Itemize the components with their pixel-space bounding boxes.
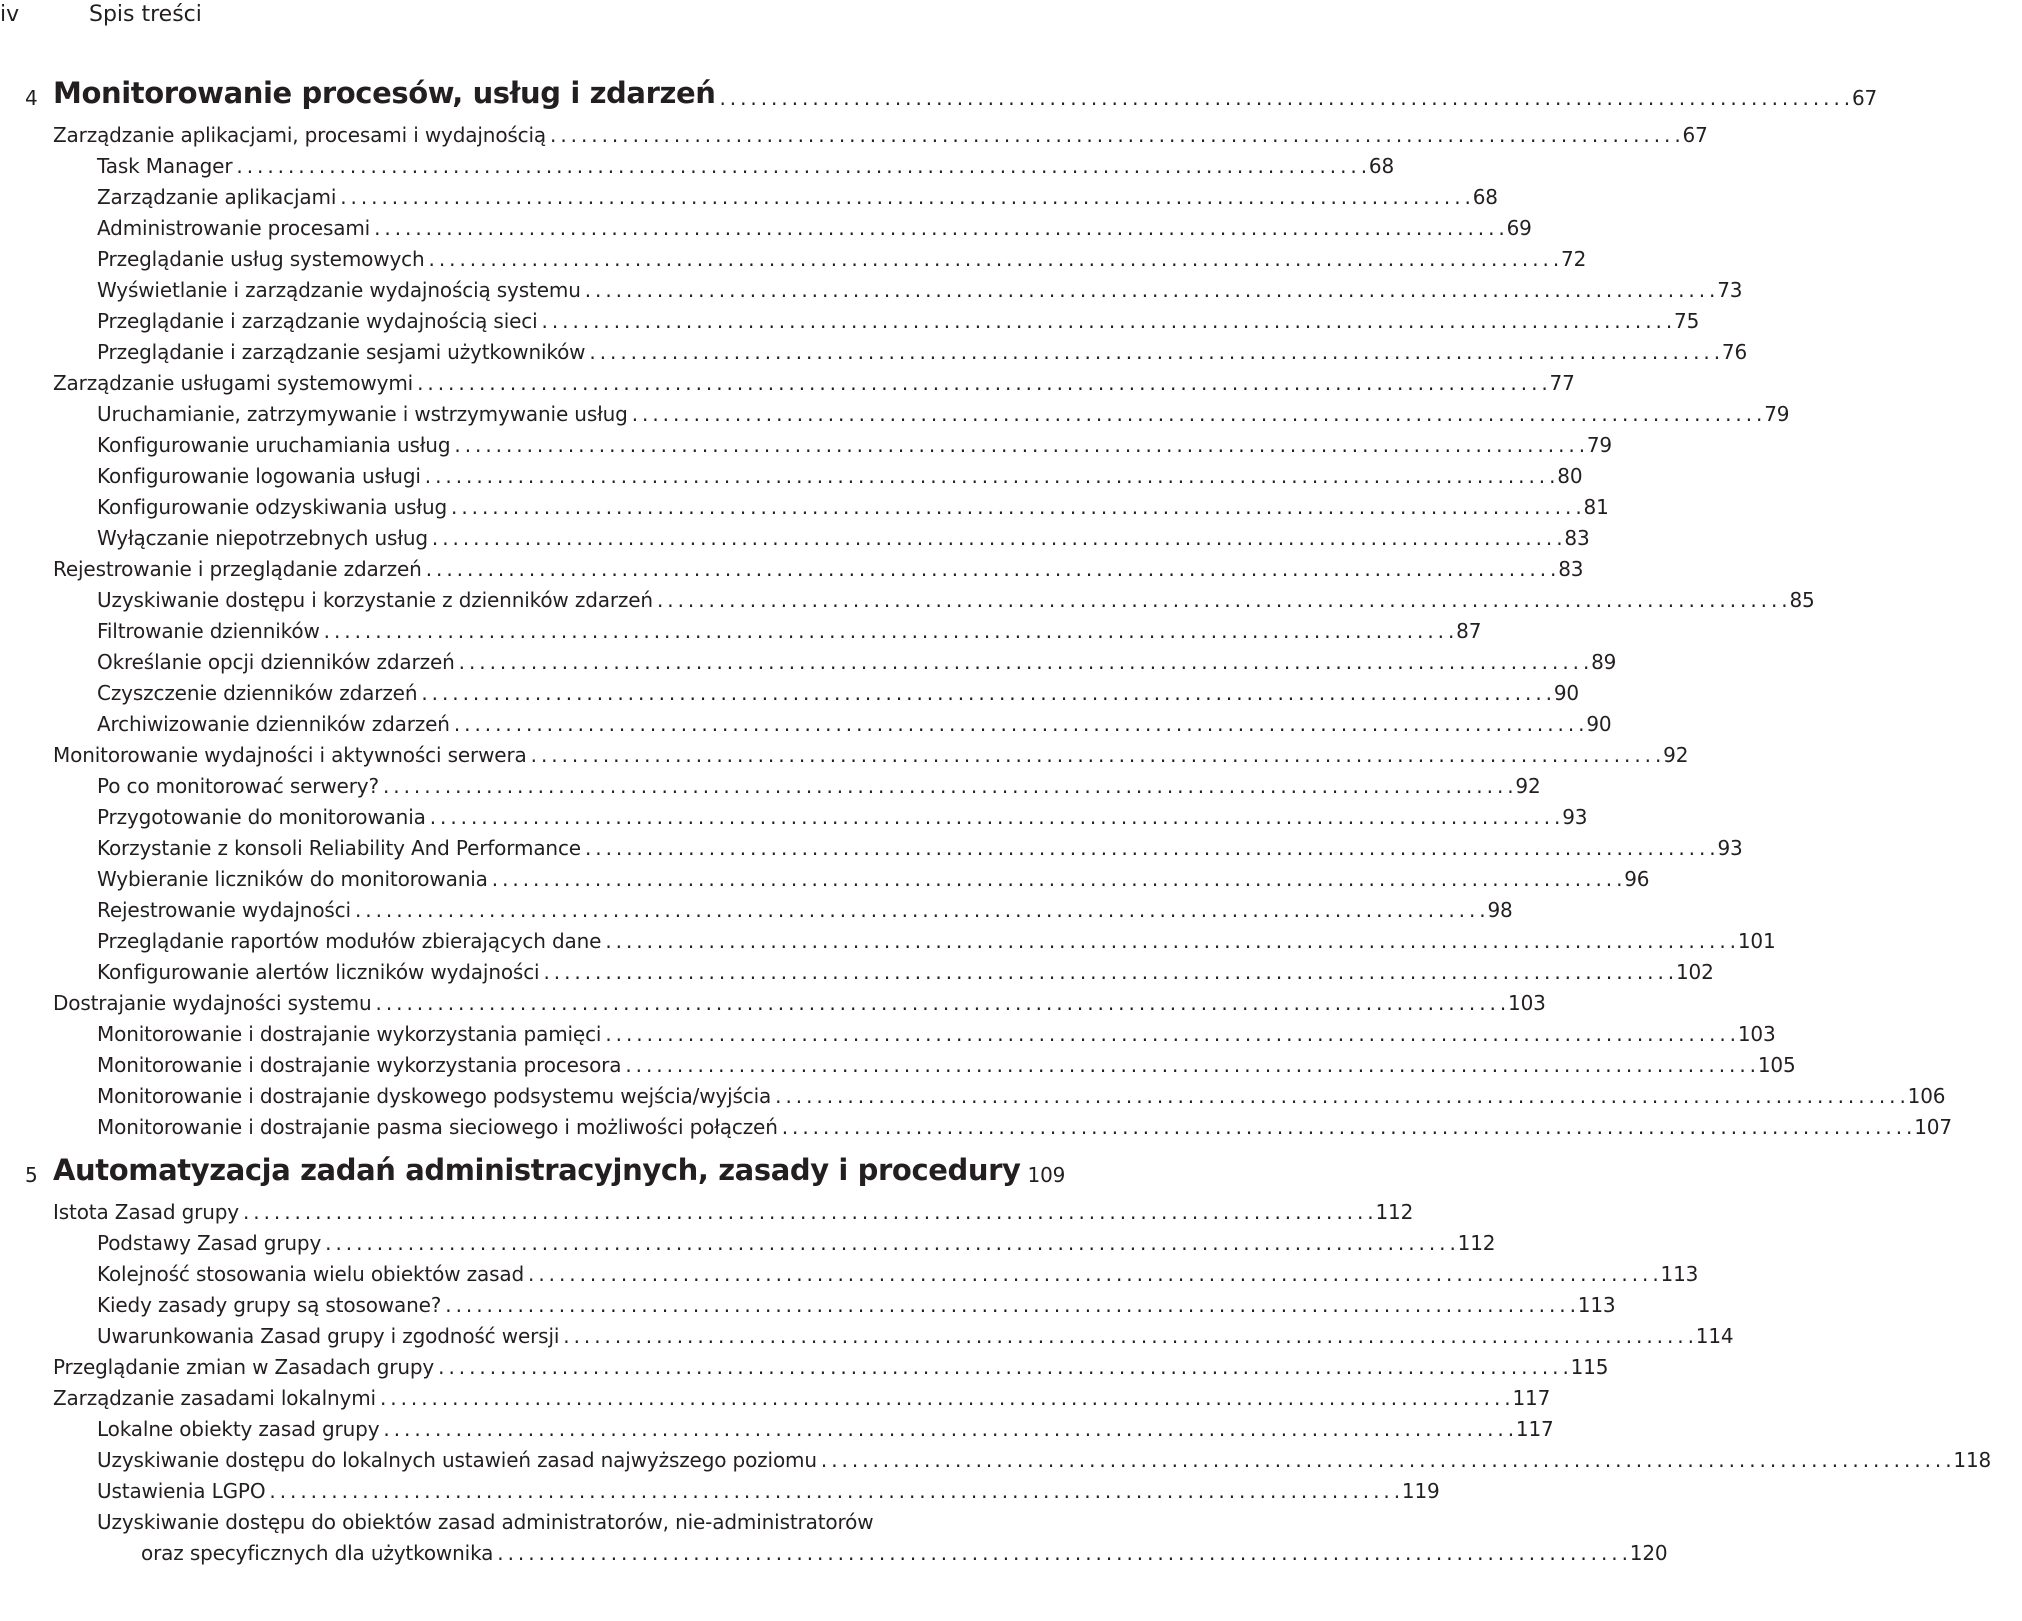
toc-entry-page: 73 — [1717, 278, 1743, 302]
dot-leader — [585, 836, 1714, 860]
toc-section[interactable] — [0, 1378, 1551, 1410]
toc-entry-page: 77 — [1549, 371, 1575, 395]
toc-subsection[interactable] — [0, 177, 1498, 209]
toc-subsection[interactable] — [0, 1223, 1496, 1255]
toc-subsection[interactable] — [0, 270, 1743, 302]
toc-entry-page: 113 — [1577, 1293, 1616, 1317]
toc-entry-page: 117 — [1515, 1417, 1554, 1441]
dot-leader — [355, 898, 1484, 922]
toc-entry-page: 90 — [1553, 681, 1579, 705]
toc-entry-page: 101 — [1737, 929, 1776, 953]
toc-section[interactable] — [0, 115, 1708, 147]
toc-entry-page: 96 — [1624, 867, 1650, 891]
toc-entry-page: 107 — [1914, 1115, 1952, 1139]
toc-entry-title: Zarządzanie usługami systemowymi — [53, 371, 414, 395]
toc-subsection[interactable] — [0, 425, 1613, 457]
toc-subsection[interactable] — [0, 1107, 1952, 1139]
toc-entry-title: Wybieranie liczników do monitorowania — [97, 867, 488, 891]
dot-leader — [589, 340, 1718, 364]
toc-entry-title: Konfigurowanie odzyskiwania usług — [97, 495, 448, 519]
toc-subsection[interactable] — [0, 1254, 1699, 1286]
toc-entry-page: 105 — [1757, 1053, 1796, 1077]
toc-entry-title: Ustawienia LGPO — [97, 1479, 266, 1503]
toc-section[interactable] — [0, 983, 1546, 1015]
toc-subsection[interactable] — [0, 921, 1776, 953]
toc-entry-page: 103 — [1508, 991, 1546, 1015]
toc-subsection[interactable] — [0, 704, 1612, 736]
dot-leader — [425, 464, 1554, 488]
toc-entry-title: Zarządzanie aplikacjami — [97, 185, 337, 209]
toc-entry-title: Przeglądanie raportów modułów zbierających dane — [97, 929, 602, 953]
toc-subsection[interactable] — [0, 394, 1790, 426]
dot-leader — [719, 86, 1848, 110]
dot-leader — [550, 123, 1679, 147]
toc-entry[interactable] — [0, 1533, 1668, 1565]
dot-leader — [454, 433, 1583, 457]
chapter-page: 67 — [1851, 86, 1878, 110]
toc-entry-page: 114 — [1695, 1324, 1734, 1348]
toc-subsection[interactable] — [0, 766, 1541, 798]
dot-leader — [497, 1541, 1626, 1565]
toc-entry-title: Konfigurowanie logowania usługi — [97, 464, 421, 488]
toc-entry-page: 90 — [1586, 712, 1612, 736]
toc-entry-title: Korzystanie z konsoli Reliability And Performance — [97, 836, 581, 860]
toc-entry-page: 67 — [1682, 123, 1708, 147]
dot-leader — [429, 247, 1558, 271]
dot-leader — [325, 1231, 1454, 1255]
toc-entry-title: Rejestrowanie wydajności — [97, 898, 351, 922]
dot-leader — [542, 309, 1671, 333]
toc-subsection[interactable] — [0, 673, 1579, 705]
running-head: Spis treści — [89, 2, 202, 27]
toc-subsection[interactable] — [0, 1471, 1440, 1503]
toc-entry-page: 80 — [1557, 464, 1583, 488]
dot-leader — [585, 278, 1714, 302]
toc-entry-title: Uwarunkowania Zasad grupy i zgodność wersji — [97, 1324, 560, 1348]
toc-subsection[interactable] — [0, 239, 1587, 271]
toc-subsection[interactable] — [0, 890, 1513, 922]
dot-leader — [324, 619, 1453, 643]
toc-entry-title: Istota Zasad grupy — [53, 1200, 239, 1224]
toc-entry-title: Przeglądanie i zarządzanie sesjami użytkowników — [97, 340, 586, 364]
toc-subsection[interactable] — [0, 952, 1714, 984]
toc-entry-title: Uzyskiwanie dostępu do lokalnych ustawień zasad najwyższego poziomu — [97, 1448, 817, 1472]
toc-entry-title: Wyłączanie niepotrzebnych usług — [97, 526, 428, 550]
toc-subsection[interactable] — [0, 518, 1590, 550]
toc-entry-title: Filtrowanie dzienników — [97, 619, 320, 643]
toc-entry-page: 83 — [1564, 526, 1590, 550]
dot-leader — [340, 185, 1469, 209]
toc-entry-page: 83 — [1558, 557, 1584, 581]
toc-entry-title: Uzyskiwanie dostępu i korzystanie z dzienników zdarzeń — [97, 588, 653, 612]
toc-subsection[interactable] — [0, 859, 1650, 891]
toc-entry-title: Po co monitorować serwery? — [97, 774, 379, 798]
toc-entry-page: 72 — [1561, 247, 1587, 271]
toc-entry-page: 92 — [1663, 743, 1689, 767]
dot-leader — [430, 805, 1559, 829]
toc-entry-title: Archiwizowanie dzienników zdarzeń — [97, 712, 450, 736]
toc-section[interactable] — [0, 735, 1689, 767]
page-number: iv — [0, 2, 20, 27]
toc-chapter[interactable] — [0, 1147, 1066, 1187]
dot-leader — [821, 1448, 1950, 1472]
toc-entry-title: Określanie opcji dzienników zdarzeń — [97, 650, 455, 674]
toc-subsection[interactable] — [0, 828, 1743, 860]
toc-section[interactable] — [0, 363, 1575, 395]
toc-entry-title: Monitorowanie i dostrajanie wykorzystania pamięci — [97, 1022, 602, 1046]
dot-leader — [782, 1115, 1911, 1139]
toc-entry-page: 118 — [1953, 1448, 1992, 1472]
dot-leader — [269, 1479, 1398, 1503]
dot-leader — [528, 1262, 1657, 1286]
toc-entry-page: 113 — [1660, 1262, 1699, 1286]
toc-entry-title: Zarządzanie aplikacjami, procesami i wydajnością — [53, 123, 547, 147]
toc-entry-page: 79 — [1586, 433, 1613, 457]
chapter-page: 109 — [1027, 1163, 1066, 1187]
toc-entry-page: 75 — [1674, 309, 1700, 333]
toc-entry-page: 106 — [1907, 1084, 1946, 1108]
toc-entry-title: Administrowanie procesami — [97, 216, 371, 240]
toc-entry-title: Lokalne obiekty zasad grupy — [97, 1417, 380, 1441]
toc-entry-title: Konfigurowanie alertów liczników wydajności — [97, 960, 540, 984]
dot-leader — [605, 1022, 1734, 1046]
toc-entry-page: 92 — [1515, 774, 1541, 798]
dot-leader — [383, 1417, 1512, 1441]
toc-subsection[interactable] — [0, 146, 1395, 178]
dot-leader — [459, 650, 1588, 674]
toc-entry-title: Wyświetlanie i zarządzanie wydajnością systemu — [97, 278, 581, 302]
toc-subsection[interactable] — [0, 611, 1482, 643]
dot-leader — [605, 929, 1734, 953]
dot-leader — [657, 588, 1786, 612]
toc-entry-page: 112 — [1375, 1200, 1414, 1224]
dot-leader — [543, 960, 1672, 984]
toc-entry-title: Monitorowanie i dostrajanie pasma sieciowego i możliwości połączeń — [97, 1115, 778, 1139]
dot-leader — [438, 1355, 1567, 1379]
toc-entry-page: 102 — [1675, 960, 1714, 984]
toc-entry-title: Kiedy zasady grupy są stosowane? — [97, 1293, 442, 1317]
dot-leader — [380, 1386, 1509, 1410]
dot-leader — [417, 371, 1546, 395]
toc-section[interactable] — [0, 1192, 1414, 1224]
dot-leader — [421, 681, 1550, 705]
toc-entry-page: 76 — [1721, 340, 1748, 364]
toc-entry-page: 69 — [1506, 216, 1532, 240]
toc-entry-title: Dostrajanie wydajności systemu — [53, 991, 372, 1015]
toc-subsection[interactable] — [0, 208, 1532, 240]
toc-entry-page: 117 — [1512, 1386, 1551, 1410]
toc-subsection[interactable] — [0, 1285, 1616, 1317]
toc-entry-page: 81 — [1583, 495, 1609, 519]
toc-entry-title: Uruchamianie, zatrzymywanie i wstrzymywanie usług — [97, 402, 628, 426]
toc-section[interactable] — [0, 549, 1584, 581]
page-header — [0, 0, 960, 30]
toc-entry-page: 87 — [1456, 619, 1482, 643]
dot-leader — [451, 495, 1580, 519]
toc-subsection[interactable] — [0, 1045, 1796, 1077]
dot-leader — [236, 154, 1365, 178]
dot-leader — [563, 1324, 1692, 1348]
toc-subsection[interactable] — [0, 1014, 1776, 1046]
chapter-number: 5 — [25, 1163, 38, 1187]
toc-entry-title: Kolejność stosowania wielu obiektów zasad — [97, 1262, 525, 1286]
dot-leader — [376, 991, 1505, 1015]
toc-entry-page: 103 — [1737, 1022, 1776, 1046]
dot-leader — [432, 526, 1561, 550]
dot-leader — [492, 867, 1621, 891]
toc-entry-title: Monitorowanie wydajności i aktywności serwera — [53, 743, 527, 767]
toc-entry-page: 115 — [1570, 1355, 1609, 1379]
toc-subsection[interactable] — [0, 1440, 1992, 1472]
toc-entry-title: Czyszczenie dzienników zdarzeń — [97, 681, 418, 705]
toc-entry-title: Monitorowanie i dostrajanie wykorzystania procesora — [97, 1053, 622, 1077]
toc-entry-page: 68 — [1368, 154, 1395, 178]
dot-leader — [445, 1293, 1574, 1317]
dot-leader — [454, 712, 1583, 736]
toc-entry-title-line1: Uzyskiwanie dostępu do obiektów zasad administratorów, nie-administratorów — [97, 1510, 874, 1534]
toc-subsection[interactable] — [0, 487, 1609, 519]
toc-entry-title: Podstawy Zasad grupy — [97, 1231, 322, 1255]
toc-entry-title: Przeglądanie i zarządzanie wydajnością sieci — [97, 309, 538, 333]
toc-entry-page: 89 — [1591, 650, 1617, 674]
dot-leader — [632, 402, 1761, 426]
chapter-title: Monitorowanie procesów, usług i zdarzeń — [53, 76, 716, 110]
toc-entry-title: oraz specyficznych dla użytkownika — [141, 1541, 494, 1565]
toc-entry-title: Rejestrowanie i przeglądanie zdarzeń — [53, 557, 422, 581]
toc-entry-title: Monitorowanie i dostrajanie dyskowego podsystemu wejścia/wyjścia — [97, 1084, 772, 1108]
toc-subsection[interactable] — [0, 1409, 1554, 1441]
toc-entry-page: 112 — [1457, 1231, 1496, 1255]
toc-entry-page: 85 — [1789, 588, 1815, 612]
toc-entry-title: Przeglądanie zmian w Zasadach grupy — [53, 1355, 435, 1379]
toc-entry-page: 68 — [1472, 185, 1498, 209]
toc-subsection[interactable] — [0, 456, 1583, 488]
toc-subsection[interactable] — [0, 1076, 1946, 1108]
toc-entry-title: Przygotowanie do monitorowania — [97, 805, 426, 829]
toc-entry-title: Konfigurowanie uruchamiania usług — [97, 433, 451, 457]
toc-subsection[interactable] — [0, 301, 1700, 333]
toc-entry-title: Zarządzanie zasadami lokalnymi — [53, 1386, 376, 1410]
toc-subsection[interactable] — [0, 580, 1815, 612]
chapter-number: 4 — [25, 86, 38, 110]
dot-leader — [775, 1084, 1904, 1108]
toc-entry-title: Przeglądanie usług systemowych — [97, 247, 425, 271]
toc-entry-title: Task Manager — [97, 154, 233, 178]
toc-subsection[interactable] — [0, 1316, 1734, 1348]
toc-subsection[interactable] — [0, 332, 1748, 364]
toc-entry-page: 79 — [1764, 402, 1790, 426]
dot-leader — [383, 774, 1512, 798]
toc-entry-page: 119 — [1401, 1479, 1440, 1503]
chapter-title: Automatyzacja zadań administracyjnych, zasady i procedury — [53, 1153, 1021, 1187]
toc-chapter[interactable] — [0, 70, 1878, 110]
dot-leader — [243, 1200, 1372, 1224]
toc-subsection[interactable] — [0, 642, 1617, 674]
toc-entry-page: 120 — [1629, 1541, 1668, 1565]
dot-leader — [531, 743, 1660, 767]
toc-subsection[interactable] — [0, 797, 1588, 829]
dot-leader — [374, 216, 1503, 240]
toc-section[interactable] — [0, 1347, 1609, 1379]
toc-entry-page: 98 — [1487, 898, 1513, 922]
toc-entry-page: 93 — [1562, 805, 1588, 829]
dot-leader — [625, 1053, 1754, 1077]
toc-entry-page: 93 — [1717, 836, 1743, 860]
dot-leader — [426, 557, 1555, 581]
